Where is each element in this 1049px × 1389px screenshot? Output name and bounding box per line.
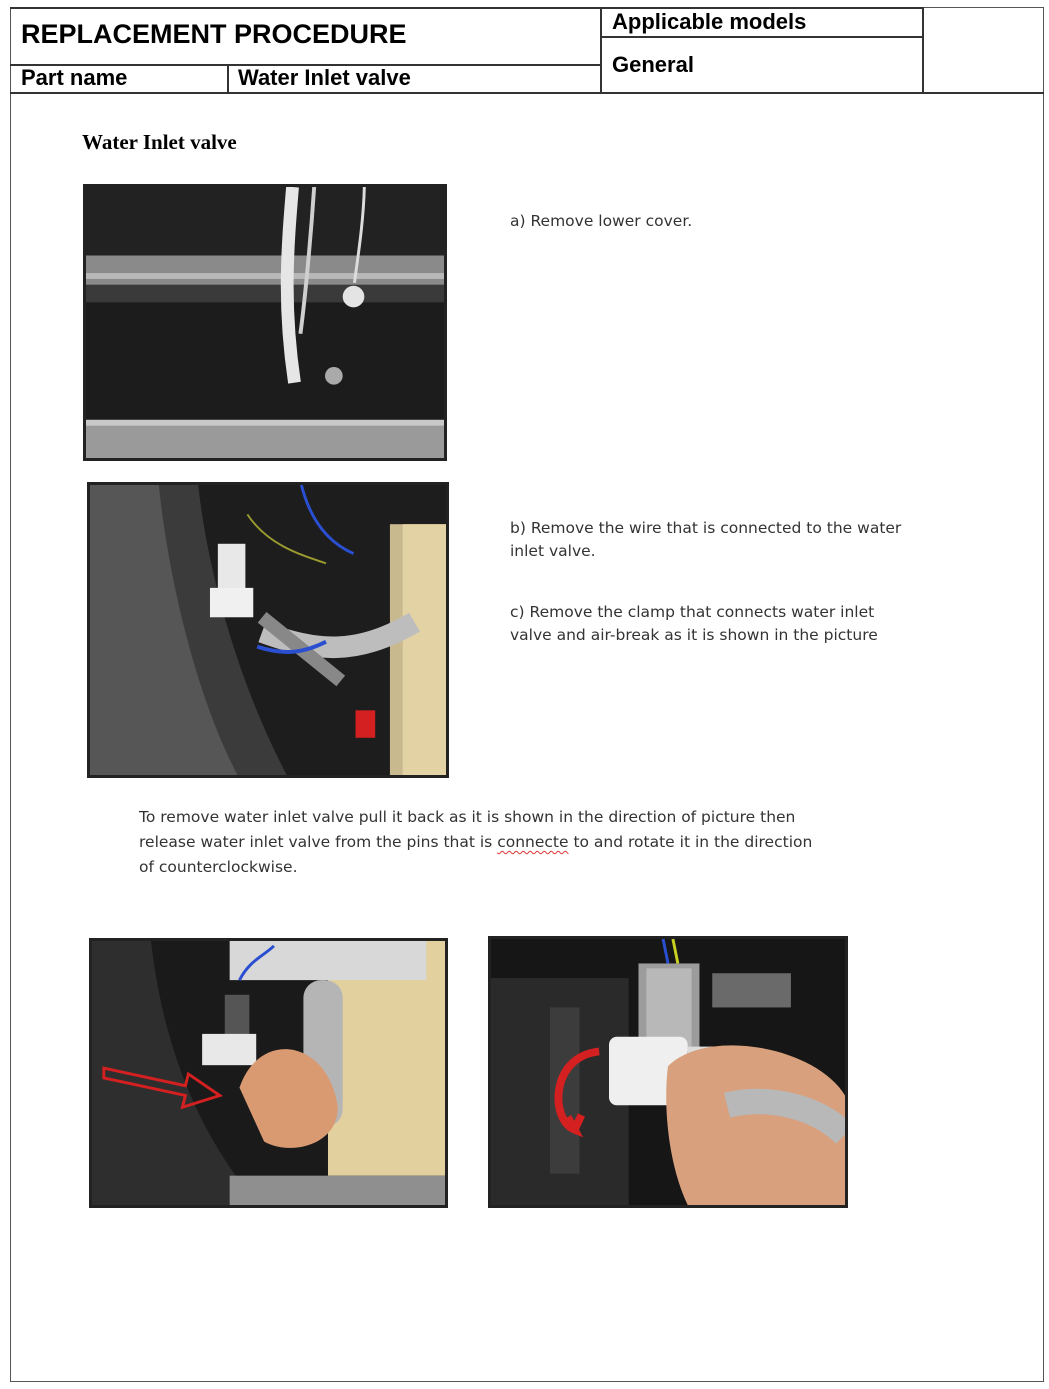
photo-pull-back xyxy=(89,938,448,1208)
header-col-divider xyxy=(600,7,602,93)
step-b-text: b) Remove the wire that is connected to the water inlet valve. xyxy=(510,519,902,560)
part-name-label: Part name xyxy=(21,65,128,90)
header-bottom-border xyxy=(10,92,1044,94)
models-divider xyxy=(600,36,922,38)
header-top-border xyxy=(10,7,600,9)
document-title: REPLACEMENT PROCEDURE xyxy=(21,19,407,49)
header-col-divider-right xyxy=(922,7,924,93)
photo-wire-clamp xyxy=(87,482,449,778)
instruction-text-part2: to and rotate it in the direction of counterclockwise. xyxy=(139,833,813,876)
step-a-text: a) Remove lower cover. xyxy=(510,212,693,230)
applicable-models-value: General xyxy=(612,52,694,77)
removal-instruction xyxy=(139,805,819,880)
photo-lower-cover xyxy=(83,184,447,461)
instruction-misspelled-word: connecte xyxy=(497,833,569,851)
section-title: Water Inlet valve xyxy=(82,130,237,154)
partname-col-divider xyxy=(227,64,229,93)
photo-rotate-valve xyxy=(488,936,848,1208)
step-c-text: c) Remove the clamp that connects water inlet valve and air-break as it is shown in the picture xyxy=(510,603,878,644)
applicable-models-label: Applicable models xyxy=(612,9,807,34)
instruction-text-part1: To remove water inlet valve pull it back as it is shown in the direction of picture then release water inlet valve from the pins that is xyxy=(139,808,796,851)
part-name-value: Water Inlet valve xyxy=(238,65,411,90)
